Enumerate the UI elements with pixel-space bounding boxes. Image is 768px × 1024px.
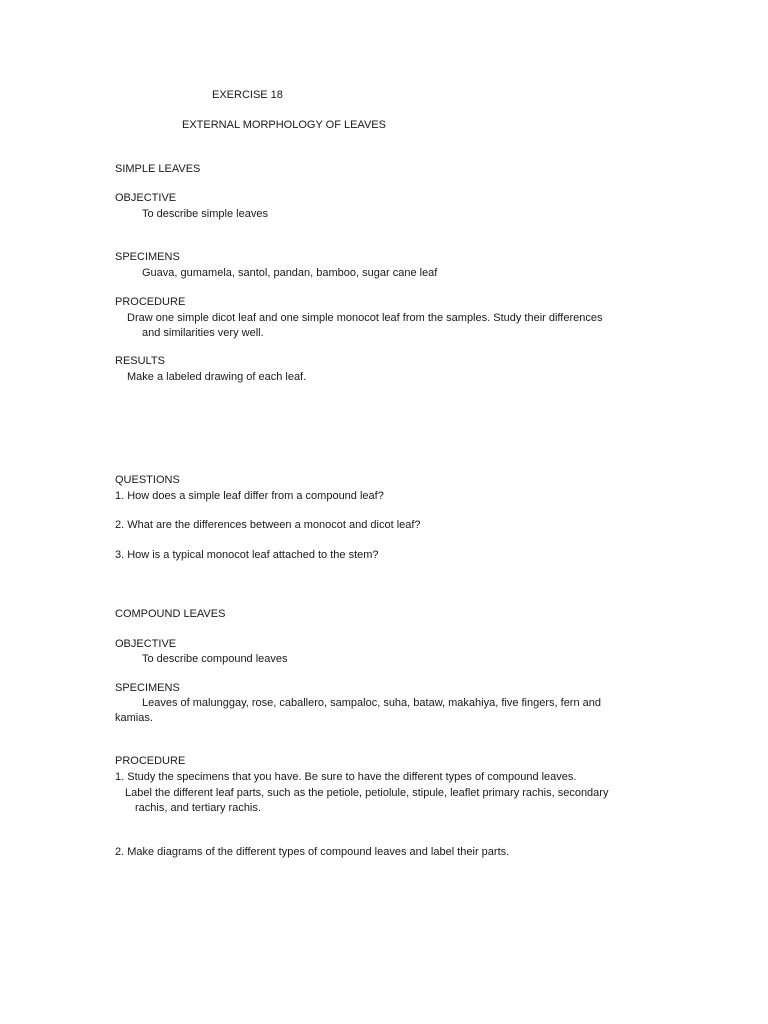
compound-objective-text: To describe compound leaves [142,653,288,665]
compound-procedure-line-1: 1. Study the specimens that you have. Be sure to have the different types of compound leaves. [115,771,577,783]
simple-results-text: Make a labeled drawing of each leaf. [127,371,307,383]
compound-procedure-line-3: rachis, and tertiary rachis. [135,802,261,814]
simple-specimens-heading: SPECIMENS [115,251,180,263]
simple-objective-text: To describe simple leaves [142,208,268,220]
question-item: 3. How is a typical monocot leaf attached to the stem? [115,549,379,561]
question-item: 1. How does a simple leaf differ from a compound leaf? [115,490,384,502]
simple-leaves-heading: SIMPLE LEAVES [115,163,201,175]
simple-results-heading: RESULTS [115,355,165,367]
simple-specimens-text: Guava, gumamela, santol, pandan, bamboo, sugar cane leaf [142,267,438,279]
question-item: 2. What are the differences between a monocot and dicot leaf? [115,519,421,531]
compound-objective-heading: OBJECTIVE [115,638,177,650]
questions-heading: QUESTIONS [115,474,180,486]
simple-procedure-heading: PROCEDURE [115,296,186,308]
exercise-title: EXERCISE 18 [212,89,283,101]
compound-procedure-line-2: Label the different leaf parts, such as the petiole, petiolule, stipule, leaflet primary rachis, secondary [125,787,609,799]
compound-procedure-heading: PROCEDURE [115,755,186,767]
simple-objective-heading: OBJECTIVE [115,192,177,204]
exercise-subtitle: EXTERNAL MORPHOLOGY OF LEAVES [182,119,386,131]
compound-procedure-line-4: 2. Make diagrams of the different types of compound leaves and label their parts. [115,846,510,858]
compound-specimens-heading: SPECIMENS [115,682,180,694]
simple-procedure-line-1: Draw one simple dicot leaf and one simple monocot leaf from the samples. Study their differences [127,312,603,324]
simple-procedure-line-2: and similarities very well. [142,327,264,339]
compound-leaves-heading: COMPOUND LEAVES [115,608,226,620]
compound-specimens-line-2: kamias. [115,712,153,724]
compound-specimens-line-1: Leaves of malunggay, rose, caballero, sampaloc, suha, bataw, makahiya, five fingers, fern and [142,697,601,709]
